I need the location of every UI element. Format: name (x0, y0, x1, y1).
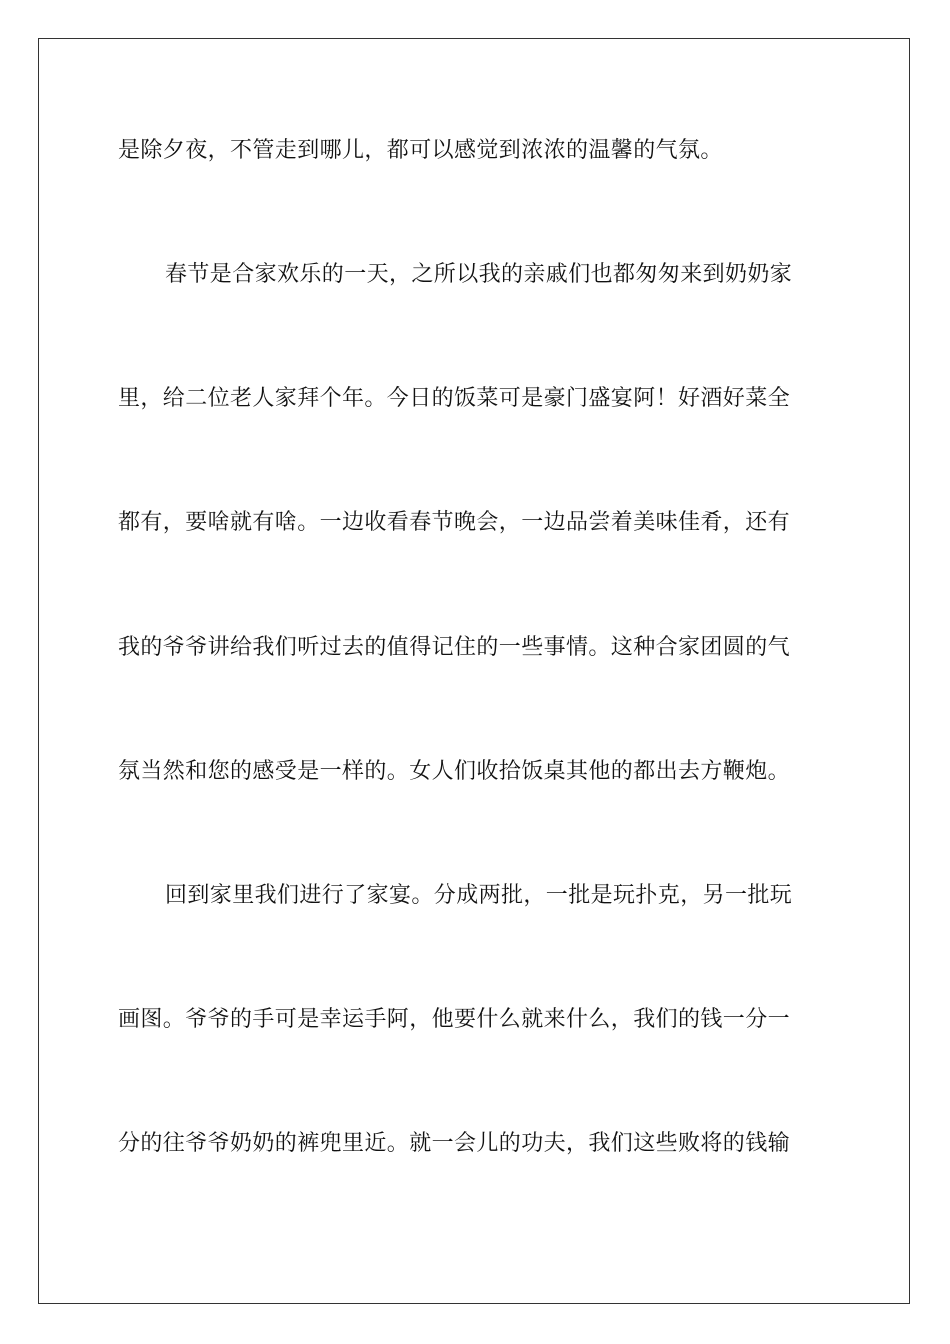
paragraph-line-8: 画图。爷爷的手可是幸运手阿，他要什么就来什么，我们的钱一分一 (118, 1007, 791, 1032)
paragraph-line-5: 我的爷爷讲给我们听过去的值得记住的一些事情。这种合家团圆的气 (118, 635, 791, 660)
paragraph-line-2: 春节是合家欢乐的一天，之所以我的亲戚们也都匆匆来到奶奶家 (165, 262, 793, 287)
paragraph-line-1: 是除夕夜，不管走到哪儿，都可以感觉到浓浓的温馨的气氛。 (118, 138, 723, 163)
paragraph-line-7: 回到家里我们进行了家宴。分成两批，一批是玩扑克，另一批玩 (165, 883, 793, 908)
paragraph-line-3: 里，给二位老人家拜个年。今日的饭菜可是豪门盛宴阿！好酒好菜全 (118, 386, 791, 411)
paragraph-line-4: 都有，要啥就有啥。一边收看春节晚会，一边品尝着美味佳肴，还有 (118, 510, 791, 535)
paragraph-line-9: 分的往爷爷奶奶的裤兜里近。就一会儿的功夫，我们这些败将的钱输 (118, 1131, 791, 1156)
paragraph-line-6: 氛当然和您的感受是一样的。女人们收拾饭桌其他的都出去方鞭炮。 (118, 759, 791, 784)
page-border (38, 38, 910, 1304)
